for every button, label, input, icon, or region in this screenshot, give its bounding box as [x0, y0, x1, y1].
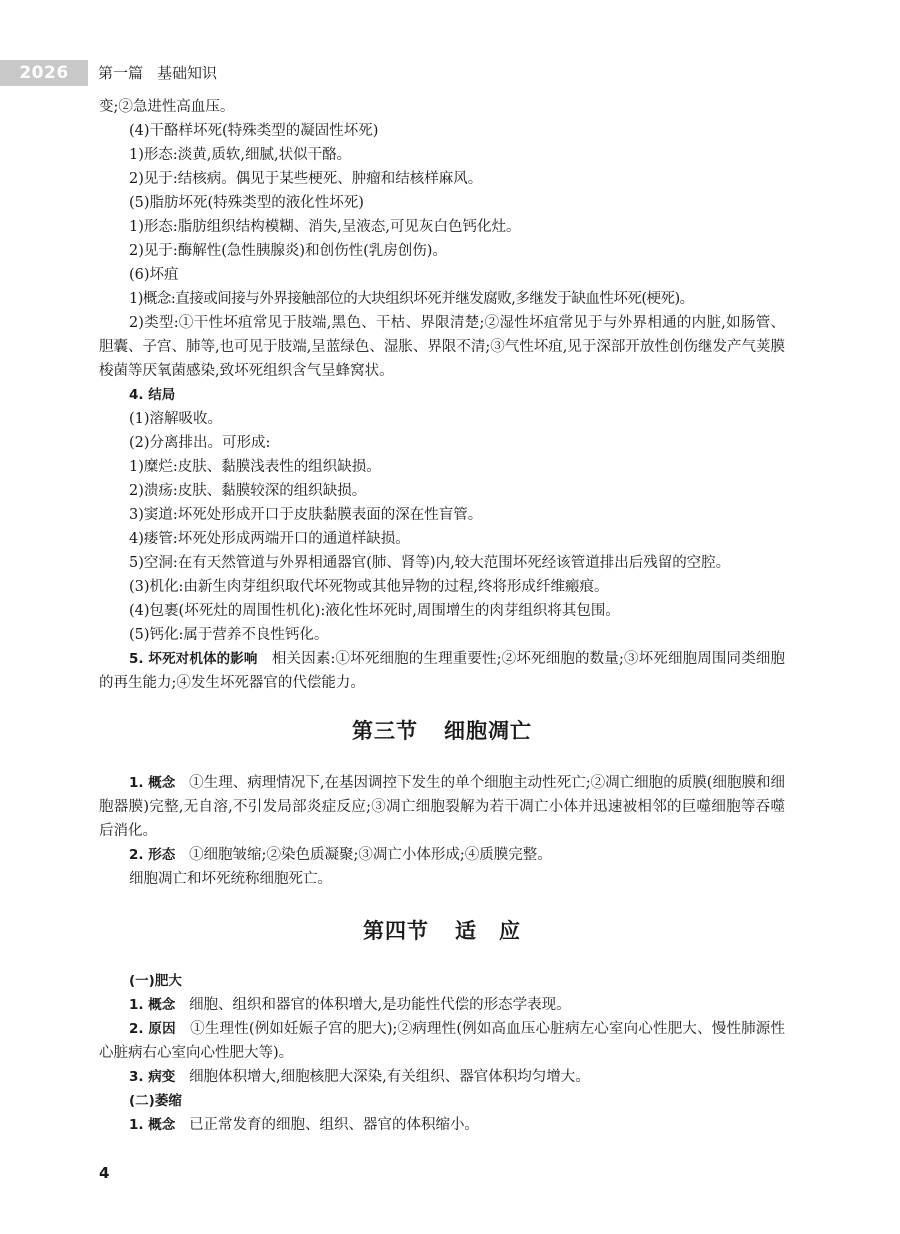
paragraph: (3)机化:由新生肉芽组织取代坏死物或其他异物的过程,终将形成纤维瘢痕。 — [129, 579, 609, 595]
paragraph: (6)坏疽 — [129, 267, 179, 283]
page-number: 4 — [99, 1164, 110, 1182]
paragraph-text: 已正常发育的细胞、组织、器官的体积缩小。 — [189, 1117, 480, 1133]
section-title-part: 应 — [499, 918, 521, 943]
subheading — [99, 969, 785, 993]
paragraph — [99, 1065, 785, 1089]
bold-label: 3. 病变 — [129, 1069, 176, 1085]
paragraph — [99, 647, 785, 695]
paragraph-text: 细胞、组织和器官的体积增大,是功能性代偿的形态学表现。 — [189, 997, 571, 1013]
bold-label: (二)萎缩 — [129, 1093, 182, 1109]
running-header — [0, 60, 900, 88]
paragraph: 2)见于:酶解性(急性胰腺炎)和创伤性(乳房创伤)。 — [129, 243, 447, 259]
paragraph: 1)形态:淡黄,质软,细腻,状似干酪。 — [129, 147, 352, 163]
paragraph: (5)钙化:属于营养不良性钙化。 — [129, 627, 329, 643]
paragraph: 2)类型:①干性坏疽常见于肢端,黑色、干枯、界限清楚;②湿性坏疽常见于与外界相通的内脏,如肠管、胆囊、子宫、肺等,也可见于肢端,呈蓝绿色、湿胀、界限不清;③气性坏疽,见于深部开放性创伤继发产气荚膜梭菌等厌氧菌感染,致坏死组织含气呈蜂窝状。 — [99, 315, 785, 379]
bold-label: 2. 形态 — [129, 847, 176, 863]
paragraph: 1)形态:脂肪组织结构模糊、消失,呈液态,可见灰白色钙化灶。 — [129, 219, 521, 235]
section-title: 细胞凋亡 — [444, 718, 532, 743]
paragraph: 细胞凋亡和坏死统称细胞死亡。 — [129, 871, 332, 887]
paragraph: 2)见于:结核病。偶见于某些梗死、肿瘤和结核样麻风。 — [129, 171, 483, 187]
year-tab: 2026 — [0, 60, 88, 86]
paragraph: 1)概念:直接或间接与外界接触部位的大块组织坏死并继发腐败,多继发于缺血性坏死(梗死)。 — [129, 291, 694, 307]
bold-label: 1. 概念 — [129, 1117, 176, 1133]
section-number: 第三节 — [352, 718, 418, 743]
part-label: 第一篇 — [98, 64, 144, 82]
bold-label: 1. 概念 — [129, 775, 176, 791]
bold-label: 2. 原因 — [129, 1021, 176, 1037]
section-heading — [99, 713, 785, 749]
paragraph: (4)包裹(坏死灶的周围性机化):液化性坏死时,周围增生的肉芽组织将其包围。 — [129, 603, 620, 619]
part-title: 基础知识 — [157, 64, 218, 82]
paragraph — [99, 843, 785, 867]
paragraph — [99, 1017, 785, 1065]
bold-label: 4. 结局 — [129, 387, 176, 403]
paragraph-text: ①生理、病理情况下,在基因调控下发生的单个细胞主动性死亡;②凋亡细胞的质膜(细胞膜和细胞器膜)完整,无自溶,不引发局部炎症反应;③凋亡细胞裂解为若干凋亡小体并迅速被相邻的巨噬细胞等吞噬后消化。 — [99, 775, 786, 839]
section-number: 第四节 — [363, 918, 429, 943]
paragraph — [99, 993, 785, 1017]
paragraph: 2)溃疡:皮肤、黏膜较深的组织缺损。 — [129, 483, 367, 499]
paragraph: (4)干酪样坏死(特殊类型的凝固性坏死) — [129, 123, 379, 139]
paragraph: (2)分离排出。可形成: — [129, 435, 271, 451]
paragraph-text: ①细胞皱缩;②染色质凝聚;③凋亡小体形成;④质膜完整。 — [189, 847, 552, 863]
bold-label: 1. 概念 — [129, 997, 176, 1013]
heading-outcome — [99, 383, 785, 407]
paragraph: 1)糜烂:皮肤、黏膜浅表性的组织缺损。 — [129, 459, 381, 475]
paragraph-text: 细胞体积增大,细胞核肥大深染,有关组织、器官体积均匀增大。 — [189, 1069, 590, 1085]
paragraph — [99, 1113, 785, 1137]
paragraph-text: ①生理性(例如妊娠子宫的肥大);②病理性(例如高血压心脏病左心室向心性肥大、慢性肺源性心脏病右心室向心性肥大等)。 — [99, 1021, 785, 1061]
paragraph-text: 相关因素:①坏死细胞的生理重要性;②坏死细胞的数量;③坏死细胞周围同类细胞的再生能力;④发生坏死器官的代偿能力。 — [99, 651, 786, 691]
section-title-part: 适 — [455, 918, 477, 943]
subheading — [99, 1089, 785, 1113]
paragraph: 5)空洞:在有天然管道与外界相通器官(肺、肾等)内,较大范围坏死经该管道排出后残留的空腔。 — [129, 555, 731, 571]
bold-label: (一)肥大 — [129, 973, 182, 989]
header-title — [98, 60, 217, 86]
paragraph: (5)脂肪坏死(特殊类型的液化性坏死) — [129, 195, 364, 211]
paragraph: 4)瘘管:坏死处形成两端开口的通道样缺损。 — [129, 531, 410, 547]
section-heading — [99, 913, 785, 949]
paragraph: 变;②急进性高血压。 — [99, 99, 235, 115]
paragraph: 3)窦道:坏死处形成开口于皮肤黏膜表面的深在性盲管。 — [129, 507, 483, 523]
paragraph: (1)溶解吸收。 — [129, 411, 223, 427]
paragraph — [99, 771, 785, 843]
page-content — [99, 95, 785, 1137]
bold-label: 5. 坏死对机体的影响 — [129, 651, 258, 667]
